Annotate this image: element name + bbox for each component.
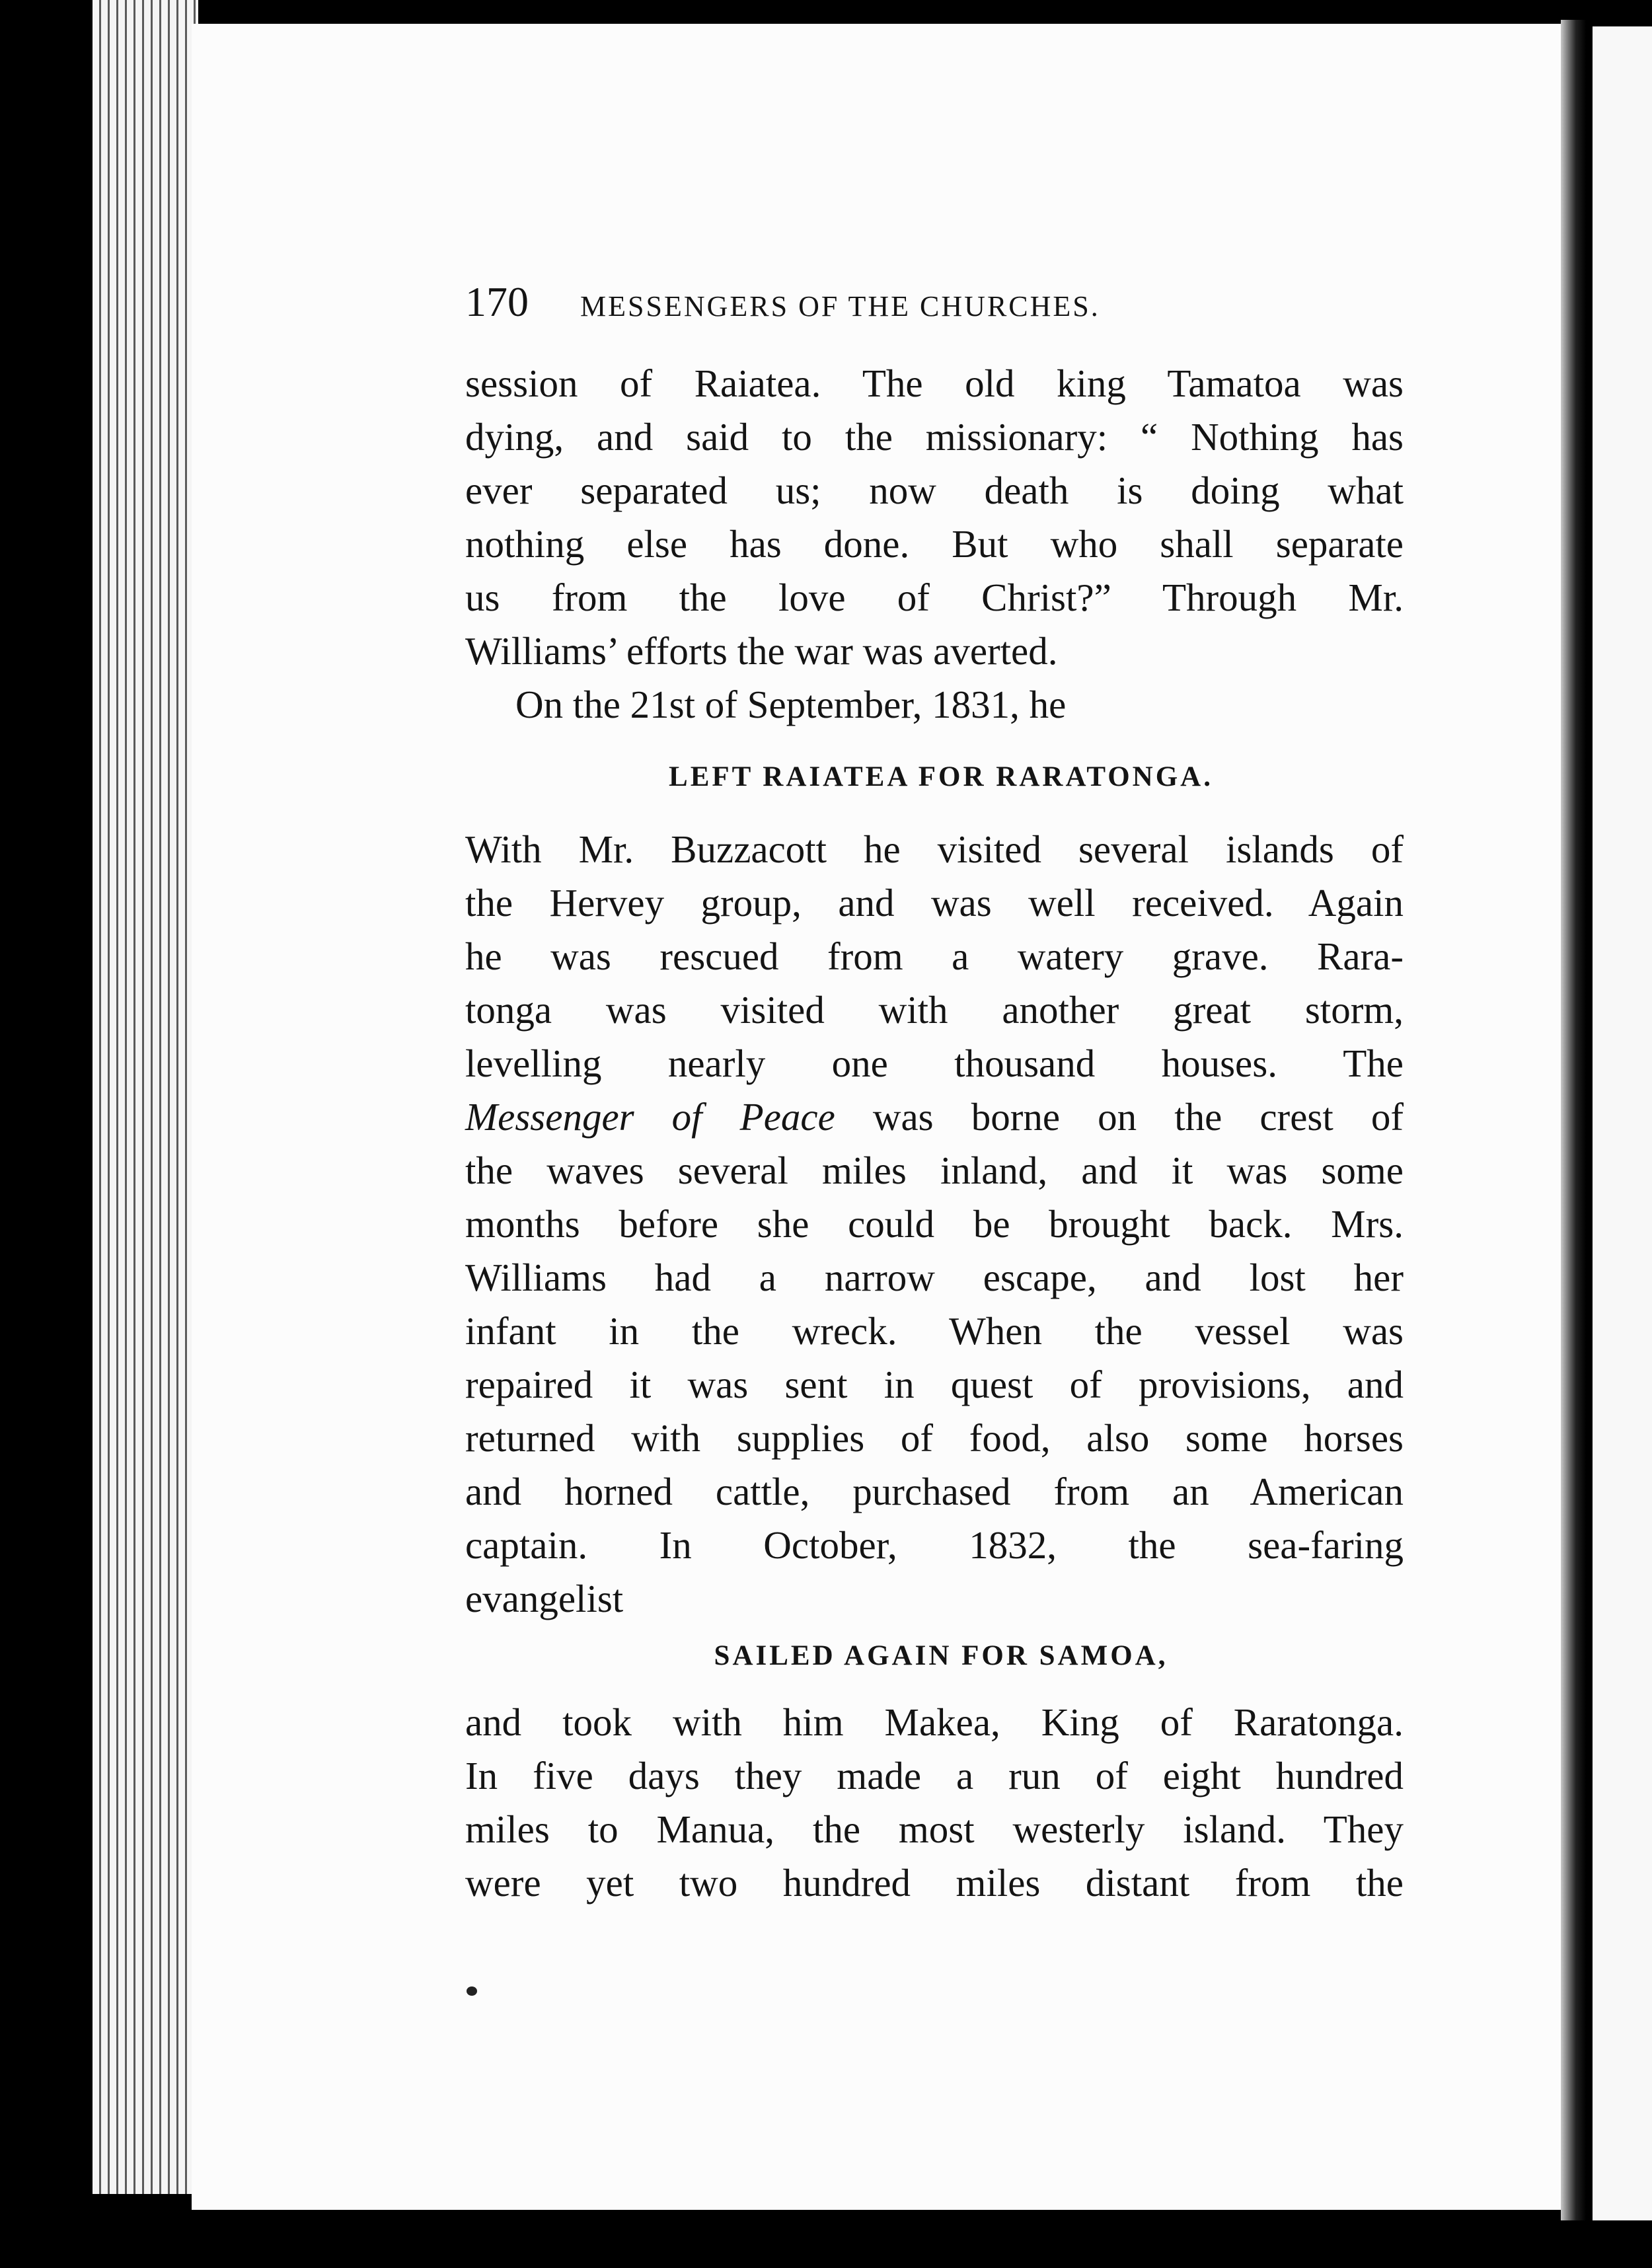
text-line: nothing else has done. But who shall separate: [465, 522, 1404, 566]
text-line: levelling nearly one thousand houses. The: [465, 1041, 1404, 1085]
page-number: 170: [465, 278, 529, 325]
text-line: he was rescued from a watery grave. Rara-: [465, 934, 1404, 978]
text-line: repaired it was sent in quest of provisions, and: [465, 1363, 1404, 1406]
text-line: the Hervey group, and was well received. Again: [465, 881, 1404, 925]
text-line: On the 21st of September, 1831, he: [515, 683, 1067, 726]
text-line: dying, and said to the missionary: “ Nothing has: [465, 415, 1404, 459]
text-line: infant in the wreck. When the vessel was: [465, 1309, 1404, 1353]
gutter-shadow: [1561, 20, 1586, 2220]
paragraph-2: [465, 678, 1404, 732]
paragraph-3: [465, 823, 1404, 1626]
running-title: MESSENGERS OF THE CHURCHES.: [580, 290, 1100, 322]
text-line: and horned cattle, purchased from an American: [465, 1470, 1404, 1513]
text-line: months before she could be brought back. Mrs.: [465, 1202, 1404, 1246]
paragraph-4: [465, 1696, 1404, 1910]
text-line: Williams’ efforts the war was averted.: [465, 629, 1058, 673]
text-line: and took with him Makea, King of Raratonga.: [465, 1700, 1404, 1744]
text-line: ever separated us; now death is doing what: [465, 469, 1404, 512]
page-edges: [93, 0, 198, 2194]
text-line: returned with supplies of food, also some horses: [465, 1416, 1404, 1460]
facing-page-edge: [1593, 26, 1652, 2220]
text-line: the waves several miles inland, and it was some: [465, 1149, 1404, 1192]
text-line: Williams had a narrow escape, and lost her: [465, 1256, 1404, 1299]
running-head: [465, 278, 1404, 357]
ship-name: Messenger of Peace: [465, 1095, 835, 1139]
text-line-italic: [465, 1090, 1404, 1144]
text-line: evangelist: [465, 1577, 624, 1620]
paragraph-1: [465, 357, 1404, 678]
text-line: us from the love of Christ?” Through Mr.: [465, 576, 1404, 619]
subheading-left-raiatea: LEFT RAIATEA FOR RARATONGA.: [669, 761, 1213, 792]
text-line: captain. In October, 1832, the sea-faring: [465, 1523, 1404, 1567]
text-fragment: was borne on the crest of: [835, 1095, 1404, 1139]
text-line: In five days they made a run of eight hundred: [465, 1754, 1404, 1797]
text-line: session of Raiatea. The old king Tamatoa was: [465, 361, 1404, 405]
subheading-sailed-again: SAILED AGAIN FOR SAMOA,: [714, 1640, 1168, 1671]
text-line: miles to Manua, the most westerly island. They: [465, 1807, 1404, 1851]
text-line: tonga was visited with another great storm,: [465, 988, 1404, 1032]
ink-blot: [467, 1986, 477, 1996]
text-line: were yet two hundred miles distant from the: [465, 1861, 1404, 1905]
page-text: [465, 278, 1404, 1910]
text-line: With Mr. Buzzacott he visited several islands of: [465, 827, 1404, 871]
